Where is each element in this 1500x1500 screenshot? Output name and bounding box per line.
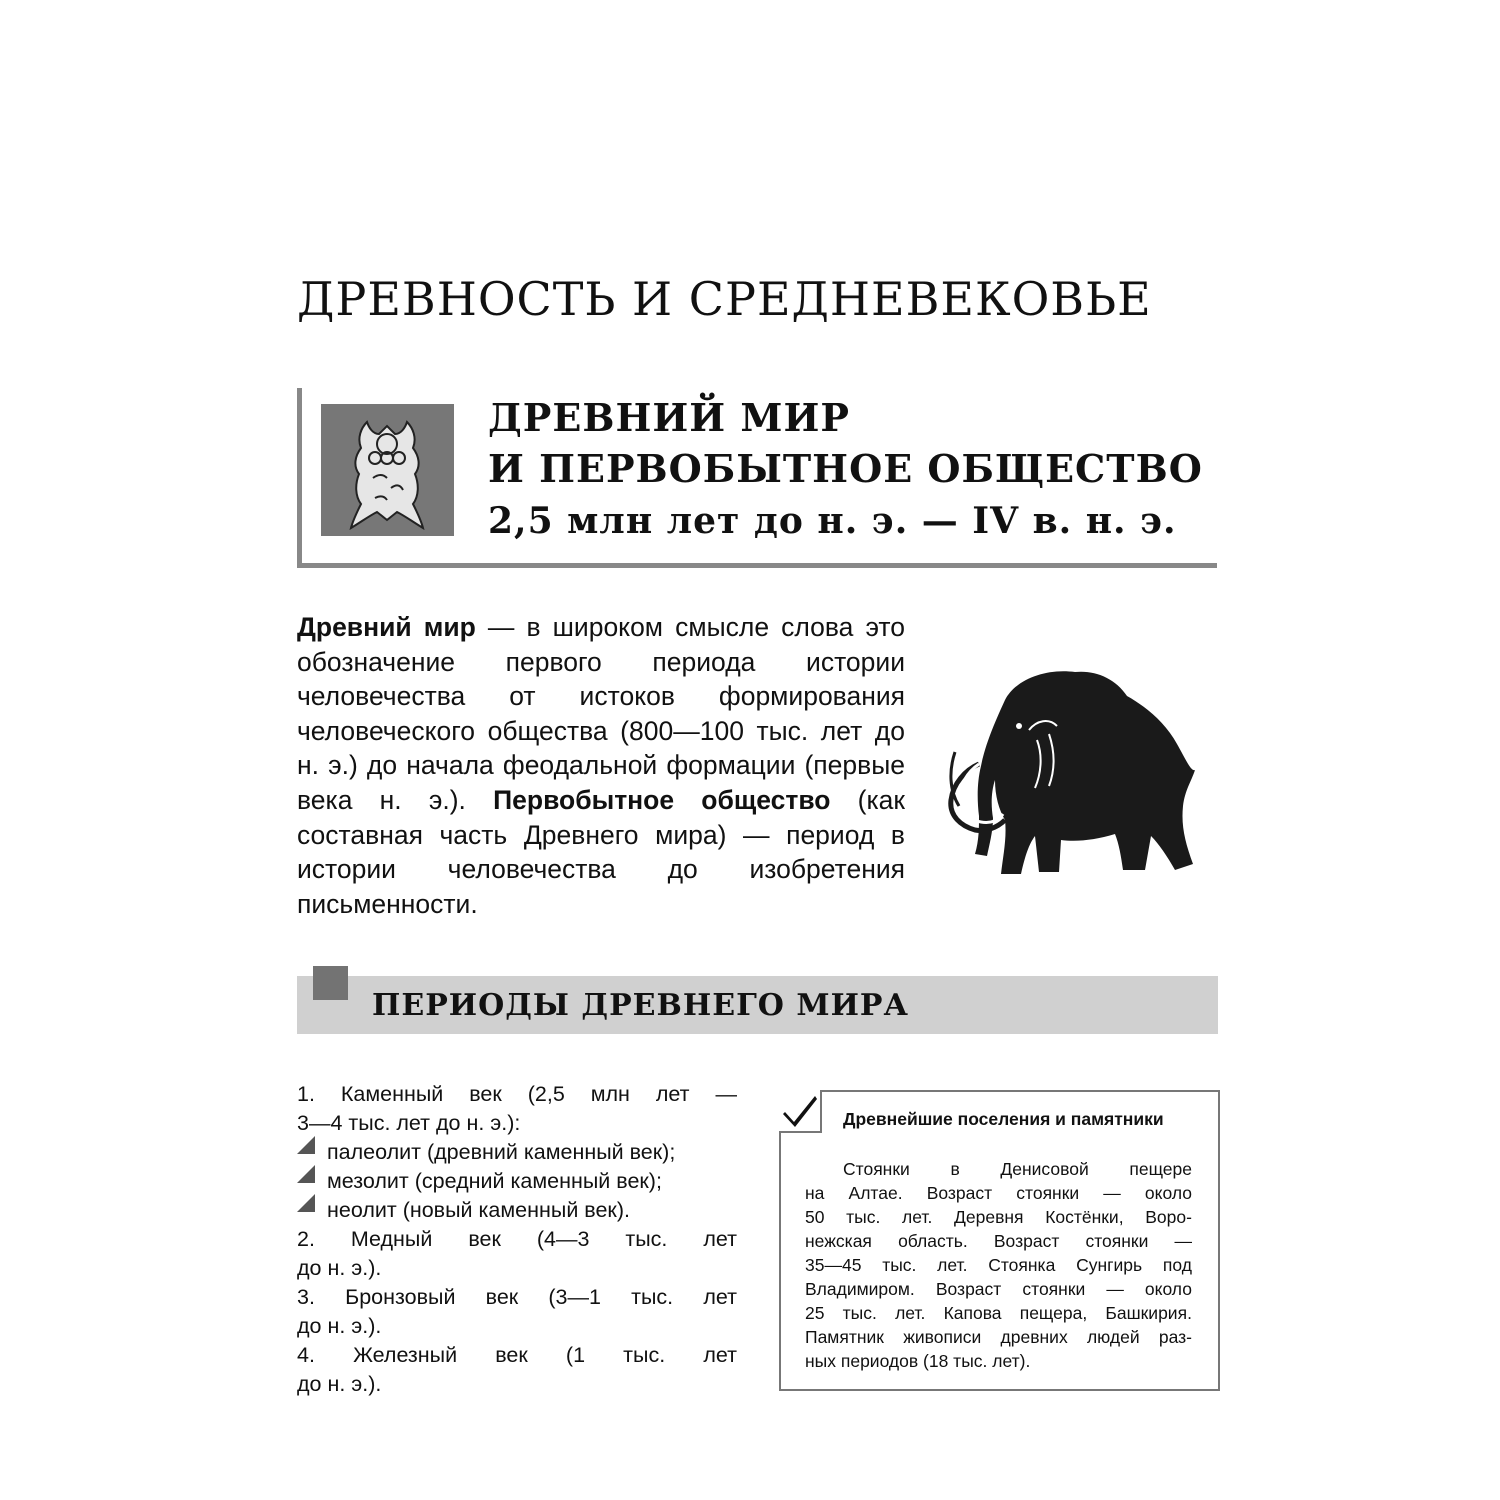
periods-list — [297, 1080, 737, 1399]
animal-hide-icon — [321, 404, 454, 536]
chapter-title-line-2: И ПЕРВОБЫТНОЕ ОБЩЕСТВО — [488, 446, 1203, 491]
chapter-dates: 2,5 млн лет до н. э. — IV в. н. э. — [488, 500, 1177, 542]
part-title: ДРЕВНОСТЬ И СРЕДНЕВЕКОВЬЕ — [297, 272, 1152, 326]
list-item: 3—4 тыс. лет до н. э.): — [297, 1111, 521, 1135]
section-marker-square — [313, 966, 348, 1000]
intro-text-2: (как составная часть Древнего мира) — период в истории человечества до изобретения письменности. — [297, 784, 905, 919]
intro-text-1: — в широком смысле слова это обозначение первого периода истории человечества от истоков формирования человеческого общества (800—100 тыс. лет до н. э.) до начала феодальной формации (первые века н. э.). — [297, 612, 905, 815]
checkmark-box — [779, 1090, 822, 1133]
list-item: палеолит (древний каменный век); — [297, 1138, 737, 1167]
list-item: до н. э.). — [297, 1314, 382, 1338]
triangle-bullet-icon — [297, 1194, 315, 1212]
chapter-emblem — [321, 404, 454, 536]
aside-text — [805, 1157, 1192, 1373]
aside-line: нежская область. Возраст стоянки — — [805, 1231, 1192, 1251]
intro-paragraph — [297, 610, 905, 921]
intro-term-ancient-world: Древний мир — [297, 612, 476, 642]
list-item: 3. Бронзовый век (3—1 тыс. лет — [297, 1285, 737, 1309]
triangle-bullet-icon — [297, 1136, 315, 1154]
aside-line: 50 тыс. лет. Деревня Костёнки, Воро- — [805, 1207, 1192, 1227]
list-item: до н. э.). — [297, 1372, 382, 1396]
list-item: неолит (новый каменный век). — [297, 1196, 737, 1225]
aside-line: на Алтае. Возраст стоянки — около — [805, 1183, 1192, 1203]
triangle-bullet-icon — [297, 1165, 315, 1183]
aside-line: 35—45 тыс. лет. Стоянка Сунгирь под — [805, 1255, 1192, 1275]
chapter-title-line-1: ДРЕВНИЙ МИР — [488, 395, 850, 440]
checkmark-icon — [779, 1090, 820, 1131]
list-item: 2. Медный век (4—3 тыс. лет — [297, 1227, 737, 1251]
aside-line: Владимиром. Возраст стоянки — около — [805, 1279, 1192, 1299]
aside-line: ных периодов (18 тыс. лет). — [805, 1351, 1031, 1371]
aside-line: Стоянки в Денисовой пещере — [843, 1159, 1192, 1179]
list-item: до н. э.). — [297, 1256, 382, 1280]
aside-line: 25 тыс. лет. Капова пещера, Башкирия. — [805, 1303, 1192, 1323]
list-item: 4. Железный век (1 тыс. лет — [297, 1343, 737, 1367]
intro-term-primitive-society: Первобытное общество — [493, 784, 831, 815]
periods-section-title: ПЕРИОДЫ ДРЕВНЕГО МИРА — [372, 988, 909, 1023]
list-item: 1. Каменный век (2,5 млн лет — — [297, 1082, 737, 1106]
list-item: мезолит (средний каменный век); — [297, 1167, 737, 1196]
aside-title: Древнейшие поселения и памятники — [843, 1109, 1164, 1129]
aside-line: Памятник живописи древних людей раз- — [805, 1327, 1192, 1347]
mammoth-illustration — [945, 660, 1205, 890]
